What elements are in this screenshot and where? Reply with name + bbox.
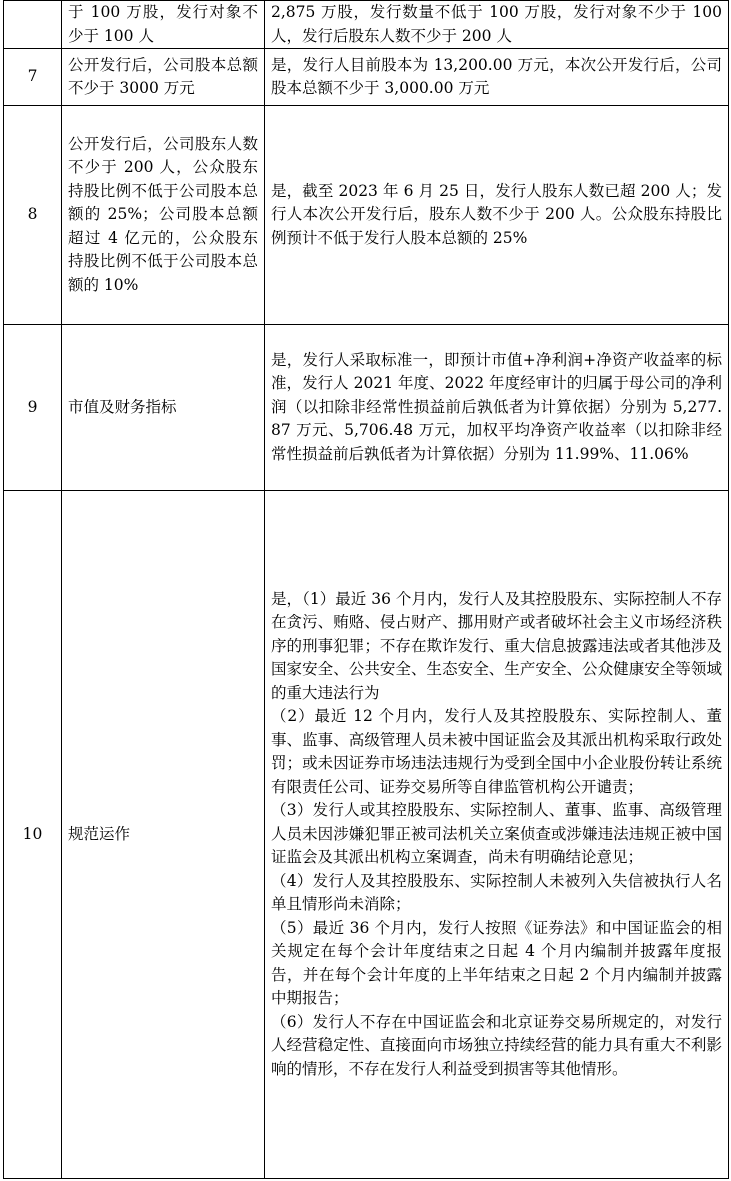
result-paragraph: 是，截至 2023 年 6 月 25 日，发行人股东人数已超 200 人；发行人本次公开发行后，股东人数不少于 200 人。公众股东持股比例预计不低于发行人股本总额的 25% bbox=[271, 181, 722, 247]
row-number: 8 bbox=[4, 106, 62, 325]
result-paragraph: （4）发行人及其控股股东、实际控制人未被列入失信被执行人名单且情形尚未消除； bbox=[271, 871, 722, 914]
result-paragraph: （6）发行人不存在中国证监会和北京证券交易所规定的，对发行人经营稳定性、直接面向市场独立持续经营的能力具有重大不利影响的情形，不存在发行人利益受到损害等其他情形。 bbox=[271, 1012, 722, 1078]
row-number: 10 bbox=[4, 491, 62, 1179]
table-row bbox=[4, 1, 729, 49]
result-cell bbox=[265, 106, 729, 325]
result-paragraph: 是，（1）最近 36 个月内，发行人及其控股股东、实际控制人不存在贪污、贿赂、侵占财产、挪用财产或者破坏社会主义市场经济秩序的刑事犯罪；不存在欺诈发行、重大信息披露违法或者其他涉及国家安全、公共安全、生态安全、生产安全、公众健康安全等领域的重大违法行为 bbox=[271, 589, 722, 702]
table-row bbox=[4, 325, 729, 491]
row-number bbox=[4, 1, 62, 49]
result-paragraph: 是，发行人采取标准一，即预计市值+净利润+净资产收益率的标准，发行人 2021 年度、2022 年度经审计的归属于母公司的净利润（以扣除非经常性损益前后孰低者为计算依据）分别为 5,277.87 万元、5,706.48 万元，加权平均净资产收益率（以扣除非经常性损益前后孰低者为计算依据）分别为 11.99%、11.06% bbox=[271, 350, 722, 463]
row-number: 7 bbox=[4, 49, 62, 106]
result-paragraph: 是，发行人目前股本为 13,200.00 万元，本次公开发行后，公司股本总额不少于 3,000.00 万元 bbox=[271, 55, 722, 97]
result-cell bbox=[265, 325, 729, 491]
result-cell bbox=[265, 49, 729, 106]
row-number: 9 bbox=[4, 325, 62, 491]
table-row bbox=[4, 106, 729, 325]
table-row bbox=[4, 49, 729, 106]
table-row bbox=[4, 491, 729, 1179]
result-cell bbox=[265, 491, 729, 1179]
requirement-cell: 于 100 万股，发行对象不少于 100 人 bbox=[62, 1, 265, 49]
requirement-cell: 规范运作 bbox=[62, 491, 265, 1179]
result-paragraph: （5）最近 36 个月内，发行人按照《证券法》和中国证监会的相关规定在每个会计年度结束之日起 4 个月内编制并披露年度报告，并在每个会计年度的上半年结束之日起 2 个月内编制并披露中期报告； bbox=[271, 918, 722, 1008]
criteria-table bbox=[3, 0, 729, 1179]
result-paragraph: （3）发行人或其控股股东、实际控制人、董事、监事、高级管理人员未因涉嫌犯罪正被司法机关立案侦查或涉嫌违法违规正被中国证监会及其派出机构立案调查，尚未有明确结论意见； bbox=[271, 801, 722, 867]
requirement-cell: 市值及财务指标 bbox=[62, 325, 265, 491]
result-paragraph: （2）最近 12 个月内，发行人及其控股股东、实际控制人、董事、监事、高级管理人员未被中国证监会及其派出机构采取行政处罚；或未因证券市场违法违规行为受到全国中小企业股份转让系统有限责任公司、证券交易所等自律监管机构公开谴责； bbox=[271, 707, 722, 796]
requirement-cell: 公开发行后，公司股东人数不少于 200 人，公众股东持股比例不低于公司股本总额的 25%；公司股本总额超过 4 亿元的，公众股东持股比例不低于公司股本总额的 10% bbox=[62, 106, 265, 325]
result-cell bbox=[265, 1, 729, 49]
result-paragraph: 2,875 万股，发行数量不低于 100 万股，发行对象不少于 100 人，发行后股东人数不少于 200 人 bbox=[271, 3, 722, 45]
requirement-cell: 公开发行后，公司股本总额不少于 3000 万元 bbox=[62, 49, 265, 106]
